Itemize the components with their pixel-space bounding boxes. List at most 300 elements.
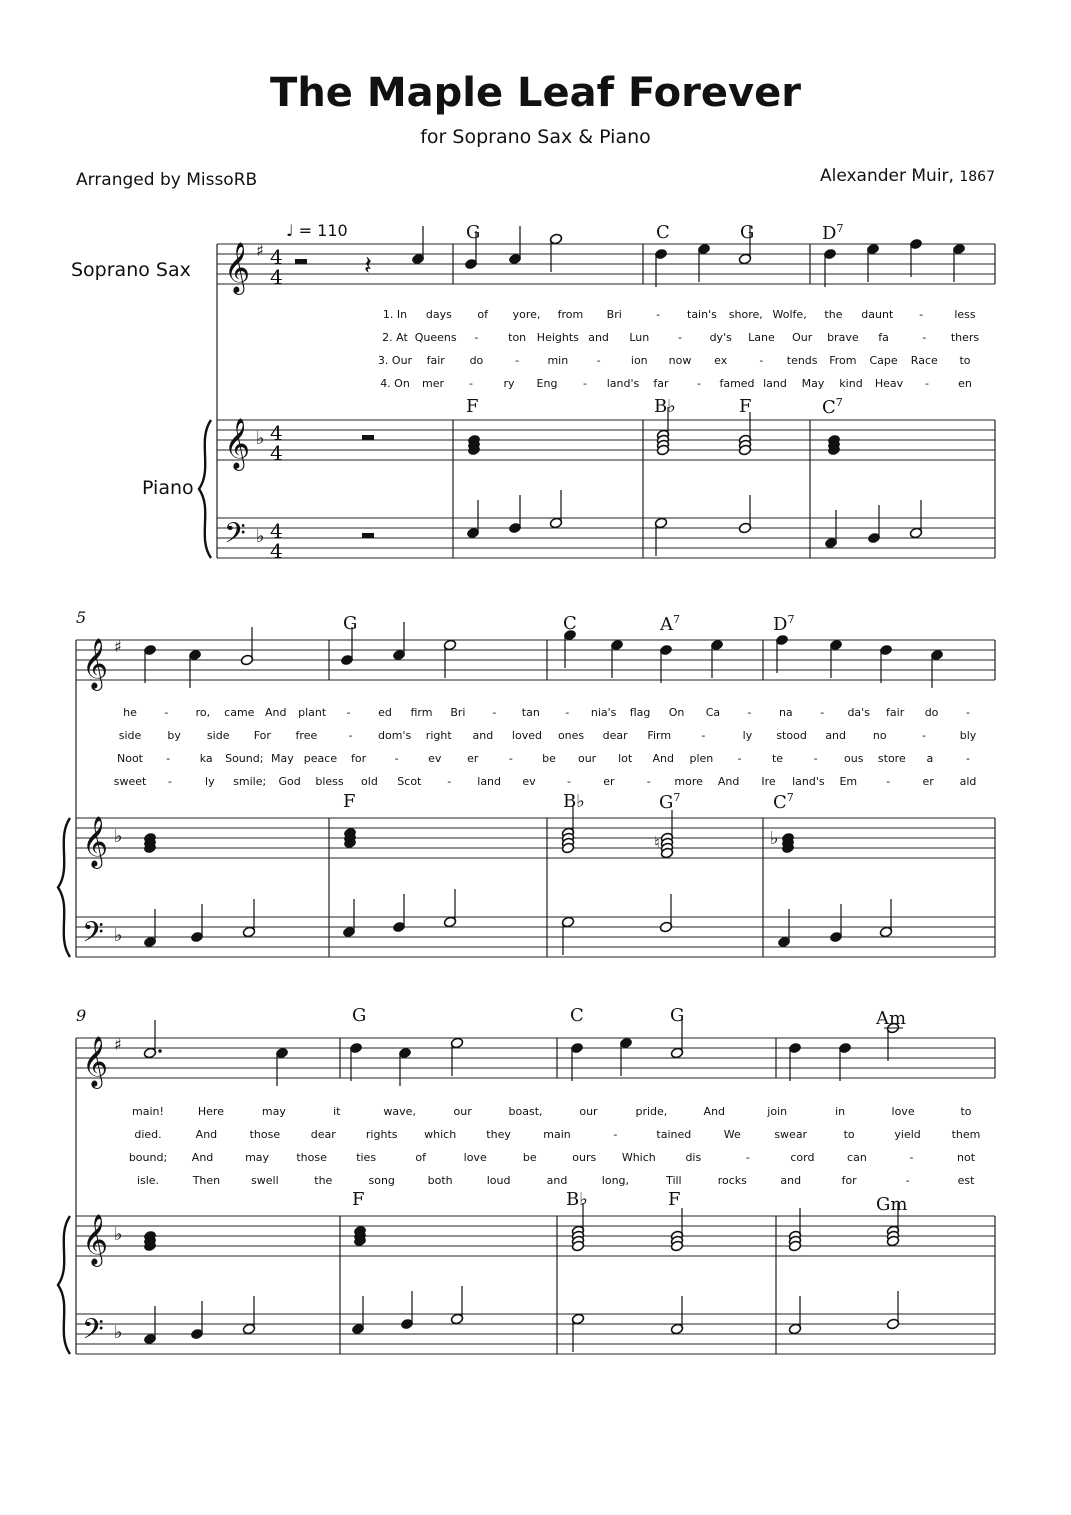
lyric-syllable: our — [579, 1105, 598, 1118]
rh-time-signature-bottom: 4 — [270, 441, 283, 465]
chord-root: F — [466, 396, 479, 417]
chord-root: C — [570, 1005, 584, 1026]
lyric-syllable: For — [253, 729, 271, 742]
lyric-syllable: sweet — [113, 775, 147, 788]
lyric-syllable: ex — [714, 354, 728, 367]
lyric-hyphen: - — [348, 729, 353, 742]
lyric-syllable: pride, — [635, 1105, 668, 1118]
lyric-syllable: er — [922, 775, 934, 788]
lyric-syllable: From — [829, 354, 857, 367]
key-signature-sharp: ♯ — [114, 1035, 122, 1054]
lyric-syllable: days — [425, 308, 452, 321]
lyric-syllable: bly — [959, 729, 977, 742]
lyric-syllable: ka — [199, 752, 213, 765]
lyric-syllable: Then — [192, 1174, 221, 1187]
lyric-syllable: cord — [790, 1151, 815, 1164]
key-signature-flat: ♭ — [256, 526, 265, 547]
lyric-hyphen: - — [747, 706, 752, 719]
half-rest — [362, 435, 374, 440]
chord-root: C — [822, 397, 836, 418]
lyric-syllable: side — [118, 729, 142, 742]
lyric-syllable: 1. In — [382, 308, 408, 321]
chord-root: G — [466, 222, 481, 243]
lyric-hyphen: - — [678, 331, 682, 344]
lyric-syllable: and — [546, 1174, 568, 1187]
lyric-syllable: both — [427, 1174, 453, 1187]
lyric-syllable: tained — [656, 1128, 692, 1141]
lh-time-signature-bottom: 4 — [270, 539, 283, 563]
page-subtitle: for Soprano Sax & Piano — [420, 126, 651, 148]
lyric-syllable: nia's — [590, 706, 617, 719]
lyric-syllable: Bri — [606, 308, 622, 321]
lyric-hyphen: - — [921, 729, 926, 742]
lyric-syllable: main — [543, 1128, 571, 1141]
sax-chord-symbol — [740, 222, 754, 243]
piano-chord-symbol — [822, 396, 843, 418]
lyric-syllable: dis — [685, 1151, 702, 1164]
sax-chord-symbol — [773, 613, 794, 635]
lyric-syllable: 3. Our — [377, 354, 413, 367]
lyric-syllable: they — [486, 1128, 511, 1141]
chord-root: C — [563, 613, 577, 634]
quarter-rest: 𝄽 — [364, 251, 372, 281]
lyric-syllable: them — [951, 1128, 981, 1141]
lyric-syllable: ly — [205, 775, 215, 788]
lyric-syllable: do — [469, 354, 484, 367]
lyric-syllable: to — [843, 1128, 855, 1141]
piano-treble-clef: 𝄞 — [82, 1214, 109, 1265]
lyric-syllable: Till — [666, 1174, 682, 1187]
lyric-hyphen: - — [515, 354, 520, 367]
lyric-syllable: loud — [486, 1174, 511, 1187]
chord-root: F — [343, 791, 356, 812]
lyric-syllable: our — [453, 1105, 472, 1118]
lh-time-signature-top: 4 — [270, 519, 283, 543]
lyric-syllable: be — [522, 1151, 537, 1164]
measure-number-5: 5 — [76, 608, 87, 627]
lyric-syllable: en — [958, 377, 972, 390]
chord-root: B♭ — [566, 1189, 588, 1210]
lyric-syllable: for — [350, 752, 367, 765]
lyric-syllable: Firm — [647, 729, 672, 742]
lyric-syllable: of — [477, 308, 488, 321]
lyric-hyphen: - — [966, 752, 970, 765]
lyric-syllable: old — [361, 775, 378, 788]
chord-root: Gm — [876, 1194, 908, 1215]
lyric-hyphen: - — [492, 706, 497, 719]
lyric-syllable: Cape — [869, 354, 898, 367]
lyric-hyphen: - — [613, 1128, 618, 1141]
lyric-syllable: the — [824, 308, 843, 321]
lyric-syllable: Bri — [450, 706, 466, 719]
lyric-syllable: main! — [132, 1105, 164, 1118]
key-signature-flat: ♭ — [114, 925, 123, 946]
lyric-syllable: and — [780, 1174, 802, 1187]
piano-chord-symbol — [773, 791, 794, 813]
piano-bass-clef: 𝄢 — [82, 1313, 104, 1353]
lyric-syllable: ro, — [195, 706, 211, 719]
lyric-syllable: ours — [572, 1151, 597, 1164]
chord-extension: 7 — [836, 222, 844, 235]
key-signature-flat: ♭ — [114, 826, 123, 847]
lyric-syllable: love — [463, 1151, 487, 1164]
sax-chord-symbol — [466, 222, 480, 243]
chord-root: D — [822, 223, 837, 244]
lyric-syllable: And — [191, 1151, 214, 1164]
lyric-syllable: land's — [792, 775, 825, 788]
lyric-syllable: of — [415, 1151, 426, 1164]
lyric-syllable: May — [270, 752, 294, 765]
lyric-syllable: boast, — [508, 1105, 543, 1118]
lyric-syllable: 2. At — [382, 331, 408, 344]
lyric-hyphen: - — [656, 308, 661, 321]
lyric-syllable: more — [674, 775, 703, 788]
lyric-syllable: tan — [521, 706, 540, 719]
lyric-hyphen: - — [394, 752, 399, 765]
lyric-hyphen: - — [164, 706, 169, 719]
lyric-syllable: land — [477, 775, 502, 788]
lyric-syllable: smile; — [233, 775, 267, 788]
lyric-syllable: Noot — [116, 752, 144, 765]
lyric-syllable: our — [577, 752, 597, 765]
arranger-credit: Arranged by MissoRB — [76, 170, 258, 190]
lyric-hyphen: - — [919, 308, 924, 321]
lyric-hyphen: - — [759, 354, 764, 367]
lyric-syllable: which — [424, 1128, 457, 1141]
piano-bass-clef: 𝄢 — [82, 916, 104, 956]
lyric-syllable: plant — [298, 706, 327, 719]
lyric-hyphen: - — [596, 354, 601, 367]
lyric-hyphen: - — [813, 752, 818, 765]
lyric-syllable: Queens — [414, 331, 457, 344]
lyric-syllable: ev — [522, 775, 536, 788]
chord-root: A — [660, 614, 673, 635]
sax-chord-symbol — [343, 613, 357, 634]
lyric-syllable: love — [891, 1105, 915, 1118]
lyric-syllable: est — [957, 1174, 975, 1187]
lyric-hyphen: - — [737, 752, 742, 765]
lyric-hyphen: - — [166, 752, 171, 765]
lyric-syllable: fa — [878, 331, 889, 344]
lyric-syllable: swear — [774, 1128, 808, 1141]
sax-chord-symbol — [822, 222, 843, 244]
piano-chord-symbol — [659, 791, 680, 813]
composer-name: Alexander Muir, — [819, 166, 954, 186]
lyric-hyphen: - — [909, 1151, 914, 1164]
lyric-syllable: and — [588, 331, 609, 344]
lyric-hyphen: - — [508, 752, 513, 765]
lyric-syllable: dy's — [709, 331, 732, 344]
lyric-syllable: free — [295, 729, 318, 742]
lyric-syllable: bound; — [128, 1151, 168, 1164]
sax-chord-symbol — [660, 613, 680, 635]
quarter-note-icon: ♩ — [286, 221, 294, 240]
lyric-syllable: bless — [315, 775, 344, 788]
piano-bass-clef: 𝄢 — [224, 517, 246, 557]
lyric-syllable: Here — [197, 1105, 224, 1118]
lyric-syllable: Ca — [705, 706, 721, 719]
rh-time-signature-top: 4 — [270, 421, 283, 445]
lyric-syllable: to — [960, 1105, 972, 1118]
lyric-syllable: ly — [742, 729, 753, 742]
chord-extension: 7 — [835, 396, 843, 409]
lyric-syllable: in — [835, 1105, 846, 1118]
lyric-syllable: fair — [426, 354, 445, 367]
lyric-hyphen: - — [745, 1151, 750, 1164]
lyric-hyphen: - — [886, 775, 891, 788]
lyric-syllable: na — [778, 706, 793, 719]
lyric-syllable: tends — [786, 354, 818, 367]
lyric-syllable: And — [195, 1128, 218, 1141]
instrument-label-sax: Soprano Sax — [71, 259, 191, 281]
chord-extension: 7 — [673, 613, 680, 626]
lyric-syllable: may — [261, 1105, 286, 1118]
lyric-hyphen: - — [646, 775, 651, 788]
lyric-syllable: Scot — [397, 775, 422, 788]
chord-root: F — [668, 1189, 681, 1210]
natural-accidental: ♮ — [654, 833, 660, 852]
lyric-syllable: ones — [557, 729, 585, 742]
lyric-hyphen: - — [905, 1174, 910, 1187]
chord-root: B♭ — [654, 396, 676, 417]
piano-chord-symbol — [566, 1189, 588, 1210]
lyric-syllable: Which — [621, 1151, 656, 1164]
lyric-syllable: ous — [844, 752, 864, 765]
chord-extension: 7 — [673, 791, 681, 804]
key-signature-flat: ♭ — [114, 1224, 123, 1245]
chord-extension: 7 — [787, 613, 795, 626]
chord-extension: 7 — [786, 791, 794, 804]
lyric-syllable: And — [703, 1105, 726, 1118]
lyric-syllable: now — [668, 354, 692, 367]
lyric-syllable: may — [245, 1151, 270, 1164]
lyric-syllable: to — [959, 354, 971, 367]
lyric-syllable: daunt — [861, 308, 894, 321]
lyric-syllable: We — [723, 1128, 741, 1141]
lyric-syllable: not — [956, 1151, 976, 1164]
piano-brace — [58, 1216, 70, 1354]
lyric-syllable: rights — [365, 1128, 398, 1141]
lyric-syllable: came — [224, 706, 255, 719]
lyric-syllable: Heav — [874, 377, 904, 390]
lyric-syllable: long, — [601, 1174, 630, 1187]
instrument-label-piano: Piano — [142, 477, 194, 499]
lyric-syllable: Lun — [629, 331, 650, 344]
lyric-syllable: And — [264, 706, 287, 719]
lyric-syllable: Ire — [761, 775, 776, 788]
lyric-syllable: flag — [629, 706, 651, 719]
lyric-syllable: Race — [910, 354, 938, 367]
lyric-syllable: the — [314, 1174, 333, 1187]
lyric-syllable: Lane — [748, 331, 775, 344]
lyric-syllable: er — [467, 752, 479, 765]
lyric-syllable: dear — [602, 729, 628, 742]
sax-chord-symbol — [670, 1005, 684, 1026]
lyric-syllable: swell — [251, 1174, 279, 1187]
piano-chord-symbol — [876, 1194, 907, 1215]
lyric-hyphen: - — [966, 706, 970, 719]
lyric-syllable: he — [123, 706, 137, 719]
lyric-syllable: shore, — [728, 308, 763, 321]
piano-chord-symbol — [739, 396, 752, 417]
lyric-syllable: side — [206, 729, 230, 742]
lyric-syllable: by — [167, 729, 181, 742]
lyric-syllable: And — [717, 775, 740, 788]
half-rest — [295, 259, 307, 264]
tempo-marking — [286, 221, 348, 240]
lyric-syllable: yore, — [512, 308, 541, 321]
piano-chord-symbol — [466, 396, 479, 417]
lyric-syllable: it — [333, 1105, 341, 1118]
lyric-syllable: far — [653, 377, 669, 390]
composer-credit — [820, 166, 995, 186]
chord-root: Am — [876, 1008, 907, 1029]
piano-brace — [58, 818, 70, 957]
lyric-syllable: Sound; — [225, 752, 264, 765]
lyric-syllable: died. — [134, 1128, 162, 1141]
lyric-hyphen: - — [697, 377, 701, 390]
lyric-syllable: yield — [894, 1128, 921, 1141]
chord-root: G — [659, 792, 674, 813]
lyric-hyphen: - — [474, 331, 479, 344]
lyric-syllable: do — [924, 706, 939, 719]
key-signature-flat: ♭ — [114, 1322, 123, 1343]
lyric-syllable: rocks — [717, 1174, 747, 1187]
sax-treble-clef: 𝄞 — [82, 1036, 109, 1087]
lyric-hyphen: - — [346, 706, 351, 719]
sax-chord-symbol — [876, 1008, 906, 1029]
composer-year: 1867 — [959, 169, 995, 185]
lyric-syllable: fair — [886, 706, 905, 719]
lyric-syllable: can — [847, 1151, 867, 1164]
lyric-syllable: Em — [839, 775, 858, 788]
piano-chord-symbol — [654, 396, 676, 417]
lyric-syllable: loved — [511, 729, 542, 742]
lyric-hyphen: - — [447, 775, 452, 788]
lyric-syllable: and — [472, 729, 494, 742]
lyric-syllable: ton — [508, 331, 527, 344]
chord-root: G — [670, 1005, 685, 1026]
chord-root: C — [773, 792, 787, 813]
lyric-hyphen: - — [922, 331, 927, 344]
key-signature-sharp: ♯ — [114, 637, 122, 656]
lyric-syllable: lot — [618, 752, 633, 765]
lyric-syllable: Our — [792, 331, 813, 344]
chord-root: G — [740, 222, 755, 243]
key-signature-flat: ♭ — [256, 428, 265, 449]
lyric-syllable: no — [872, 729, 887, 742]
piano-chord-symbol — [668, 1189, 681, 1210]
flat-accidental: ♭ — [770, 828, 779, 849]
measure-number-9: 9 — [76, 1006, 87, 1025]
lyric-syllable: da's — [847, 706, 870, 719]
piano-brace — [199, 420, 211, 558]
lyric-syllable: stood — [776, 729, 807, 742]
lyric-syllable: ald — [959, 775, 977, 788]
lyric-syllable: Eng — [536, 377, 558, 390]
lyric-syllable: Wolfe, — [772, 308, 807, 321]
lyric-syllable: store — [877, 752, 906, 765]
key-signature-sharp: ♯ — [256, 241, 264, 260]
sax-chord-symbol — [563, 613, 577, 634]
lyric-syllable: On — [668, 706, 685, 719]
lyric-syllable: dear — [310, 1128, 336, 1141]
piano-chord-symbol — [352, 1189, 365, 1210]
sax-time-signature-top: 4 — [270, 245, 283, 269]
lyric-syllable: dom's — [378, 729, 412, 742]
sax-time-signature-bottom: 4 — [270, 265, 283, 289]
sax-treble-clef: 𝄞 — [82, 638, 109, 689]
lyric-syllable: and — [825, 729, 847, 742]
piano-treble-clef: 𝄞 — [82, 816, 109, 867]
piano-chord-symbol — [563, 791, 585, 812]
piano-treble-clef: 𝄞 — [224, 418, 251, 469]
lyric-syllable: Heights — [536, 331, 579, 344]
sax-chord-symbol — [656, 222, 670, 243]
lyric-hyphen: - — [566, 775, 571, 788]
lyric-syllable: from — [557, 308, 584, 321]
lyric-syllable: thers — [950, 331, 980, 344]
lyric-syllable: song — [368, 1174, 395, 1187]
chord-root: F — [352, 1189, 365, 1210]
lyric-syllable: te — [771, 752, 784, 765]
lyric-syllable: those — [249, 1128, 281, 1141]
lyric-syllable: tain's — [687, 308, 717, 321]
lyric-syllable: firm — [410, 706, 433, 719]
chord-root: B♭ — [563, 791, 585, 812]
lyric-syllable: plen — [689, 752, 714, 765]
sax-chord-symbol — [570, 1005, 584, 1026]
chord-root: G — [352, 1005, 367, 1026]
lyric-syllable: join — [767, 1105, 788, 1118]
lyric-hyphen: - — [925, 377, 929, 390]
sax-chord-symbol — [352, 1005, 366, 1026]
lyric-hyphen: - — [820, 706, 825, 719]
lyric-hyphen: - — [469, 377, 473, 390]
lyric-syllable: land — [763, 377, 787, 390]
tempo-value: = 110 — [298, 221, 348, 240]
lyric-syllable: ry — [503, 377, 515, 390]
chord-root: G — [343, 613, 358, 634]
lyric-syllable: wave, — [383, 1105, 416, 1118]
lyric-syllable: God — [278, 775, 301, 788]
lyric-syllable: min — [547, 354, 569, 367]
lyric-syllable: mer — [421, 377, 445, 390]
lyric-syllable: May — [801, 377, 825, 390]
lyric-syllable: a — [926, 752, 934, 765]
lyric-syllable: brave — [827, 331, 859, 344]
lyric-syllable: er — [603, 775, 615, 788]
half-rest — [362, 533, 374, 538]
lyric-syllable: 4. On — [380, 377, 410, 390]
lyric-syllable: kind — [839, 377, 863, 390]
augmentation-dot — [158, 1049, 162, 1053]
chord-root: C — [656, 222, 670, 243]
lyric-hyphen: - — [565, 706, 570, 719]
lyric-hyphen: - — [701, 729, 706, 742]
lyric-syllable: be — [542, 752, 556, 765]
page-title: The Maple Leaf Forever — [270, 70, 801, 116]
lyric-syllable: And — [652, 752, 675, 765]
lyric-syllable: ties — [356, 1151, 377, 1164]
lyric-syllable: less — [954, 308, 976, 321]
lyric-hyphen: - — [583, 377, 587, 390]
lyric-syllable: for — [841, 1174, 857, 1187]
sax-treble-clef: 𝄞 — [224, 242, 251, 293]
lyric-syllable: land's — [606, 377, 640, 390]
piano-chord-symbol — [343, 791, 356, 812]
lyric-syllable: ed — [378, 706, 392, 719]
